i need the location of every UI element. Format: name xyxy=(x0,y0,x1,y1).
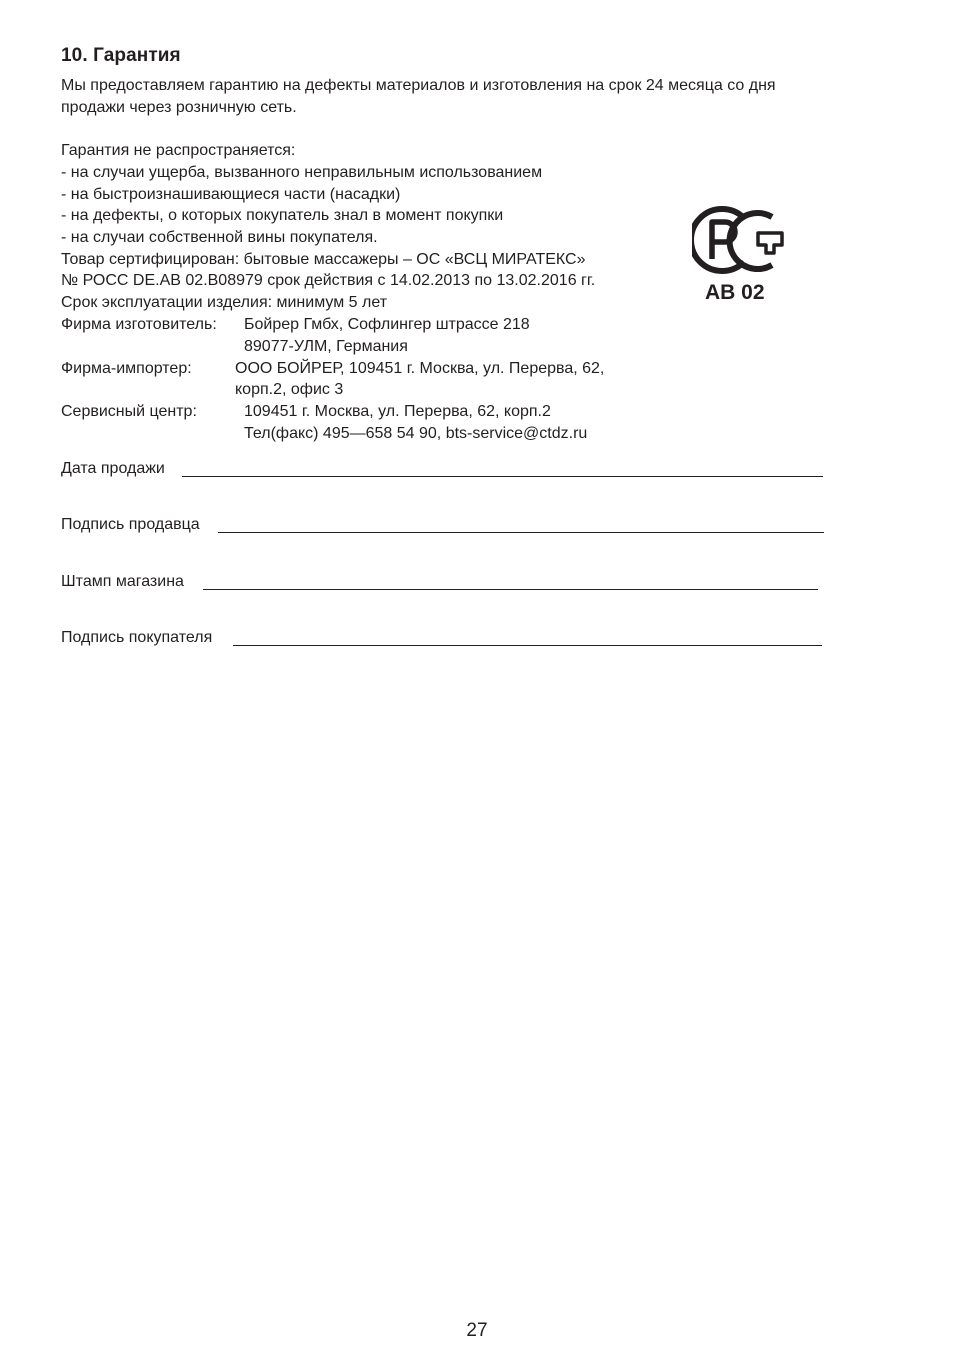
rst-certification-mark-icon xyxy=(692,205,784,277)
sale-date-label: Дата продажи xyxy=(61,460,165,477)
certification-line-1: Товар сертифицирован: бытовые массажеры – ОС «ВСЦ МИРАТЕКС» xyxy=(61,251,586,268)
exclusions-heading: Гарантия не распространяется: xyxy=(61,142,296,159)
service-center-line-2: Тел(факс) 495—658 54 90, bts-service@ctdz.ru xyxy=(244,425,588,442)
certification-line-2: № РОСС DE.АВ 02.В08979 срок действия с 14.02.2013 по 13.02.2016 гг. xyxy=(61,272,596,289)
manufacturer-label: Фирма изготовитель: xyxy=(61,316,217,333)
service-life: Срок эксплуатации изделия: минимум 5 лет xyxy=(61,294,388,311)
buyer-signature-field[interactable] xyxy=(233,645,822,646)
service-center-line-1: 109451 г. Москва, ул. Перерва, 62, корп.2 xyxy=(244,403,551,420)
seller-signature-label: Подпись продавца xyxy=(61,516,200,533)
intro-line-2: продажи через розничную сеть. xyxy=(61,99,297,116)
importer-line-2: корп.2, офис 3 xyxy=(235,381,344,398)
certification-code: АВ 02 xyxy=(705,281,765,304)
exclusion-item: - на быстроизнашивающиеся части (насадки) xyxy=(61,186,401,203)
exclusion-item: - на случаи собственной вины покупателя. xyxy=(61,229,378,246)
importer-line-1: ООО БОЙРЕР, 109451 г. Москва, ул. Перерва, 62, xyxy=(235,360,605,377)
exclusion-item: - на дефекты, о которых покупатель знал в момент покупки xyxy=(61,207,504,224)
page-number: 27 xyxy=(466,1320,488,1341)
importer-label: Фирма-импортер: xyxy=(61,360,192,377)
sale-date-field[interactable] xyxy=(182,476,823,477)
seller-signature-field[interactable] xyxy=(218,532,824,533)
service-center-label: Сервисный центр: xyxy=(61,403,197,420)
store-stamp-label: Штамп магазина xyxy=(61,573,184,590)
buyer-signature-label: Подпись покупателя xyxy=(61,629,213,646)
manufacturer-line-1: Бойрер Гмбх, Софлингер штрассе 218 xyxy=(244,316,530,333)
exclusion-item: - на случаи ущерба, вызванного неправильным использованием xyxy=(61,164,543,181)
store-stamp-field[interactable] xyxy=(203,589,818,590)
manufacturer-line-2: 89077-УЛМ, Германия xyxy=(244,338,408,355)
intro-line-1: Мы предоставляем гарантию на дефекты материалов и изготовления на срок 24 месяца со дня xyxy=(61,77,776,94)
section-title: 10. Гарантия xyxy=(61,45,181,66)
